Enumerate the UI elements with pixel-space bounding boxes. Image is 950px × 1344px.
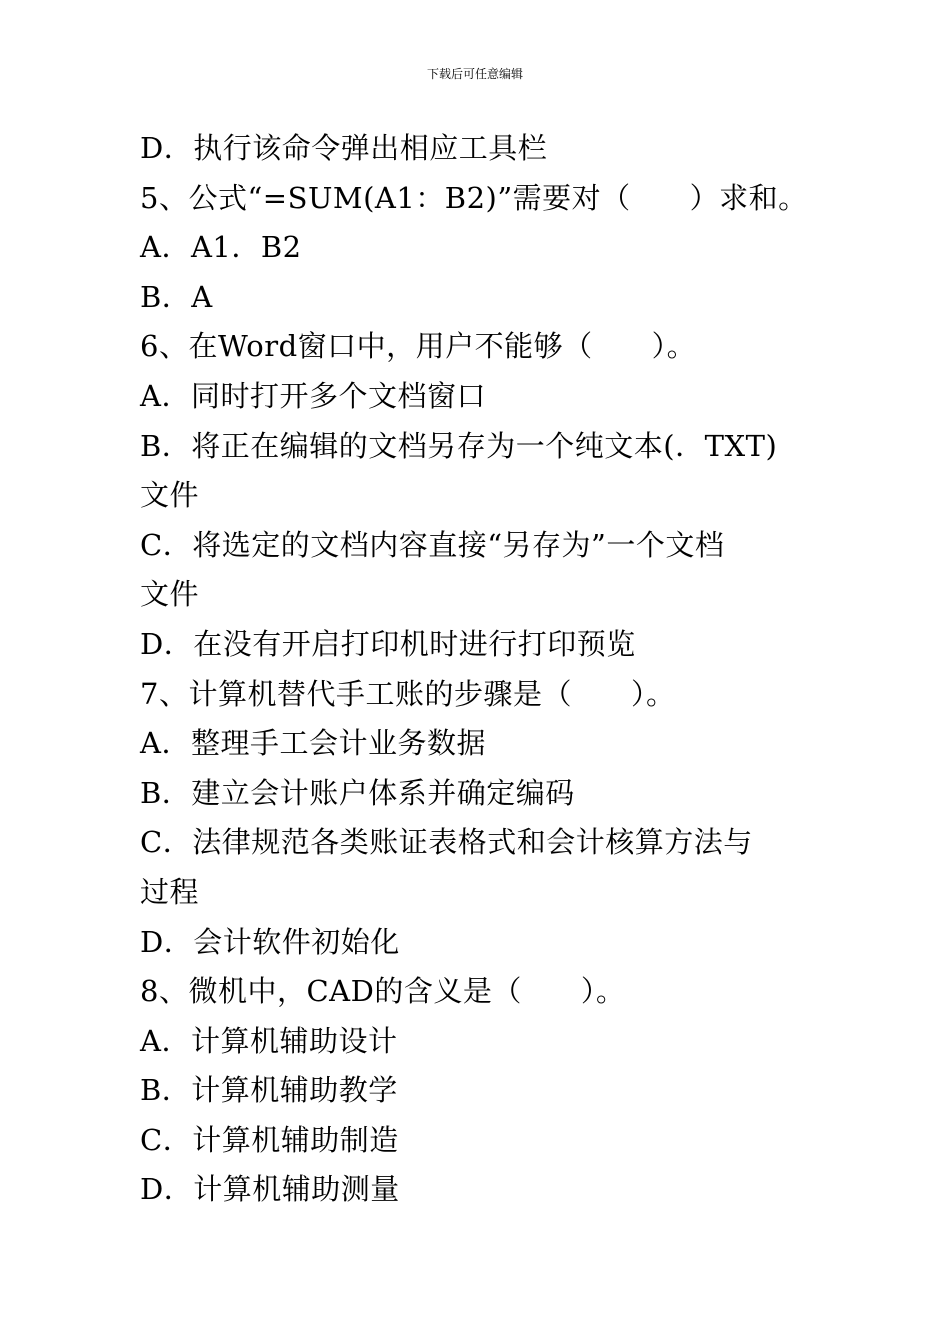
question-8: 8、微机中，CAD的含义是（ ）。 bbox=[140, 974, 626, 1009]
question-5: 5、公式“=SUM(A1：B2)”需要对（ ）求和。 bbox=[140, 180, 808, 215]
option-d-q4: D．执行该命令弹出相应工具栏 bbox=[140, 131, 548, 165]
question-content bbox=[140, 124, 820, 1215]
option-a-q8: A．计算机辅助设计 bbox=[140, 1023, 398, 1058]
option-c-q7: C．法律规范各类账证表格式和会计核算方法与 bbox=[140, 825, 753, 860]
option-b-q6: B．将正在编辑的文档另存为一个纯文本(．TXT) bbox=[140, 428, 778, 463]
option-a-q6: A．同时打开多个文档窗口 bbox=[140, 378, 486, 413]
option-b-q6-continued: 文件 bbox=[140, 478, 200, 513]
option-c-q8: C．计算机辅助制造 bbox=[140, 1122, 399, 1157]
question-7: 7、计算机替代手工账的步骤是（ ）。 bbox=[140, 676, 676, 711]
option-a-q5: A．A1．B2 bbox=[140, 230, 302, 265]
option-d-q8: D．计算机辅助测量 bbox=[140, 1172, 400, 1207]
option-a-q7: A．整理手工会计业务数据 bbox=[140, 726, 486, 761]
page-header: 下载后可任意编辑 bbox=[426, 67, 523, 81]
option-b-q7: B．建立会计账户体系并确定编码 bbox=[140, 775, 575, 810]
option-c-q6: C．将选定的文档内容直接“另存为”一个文档 bbox=[140, 527, 725, 562]
option-b-q5: B．A bbox=[140, 279, 213, 314]
option-b-q8: B．计算机辅助教学 bbox=[140, 1073, 398, 1108]
option-d-q7: D．会计软件初始化 bbox=[140, 924, 400, 959]
question-6: 6、在Word窗口中，用户不能够（ ）。 bbox=[140, 329, 697, 364]
option-c-q7-continued: 过程 bbox=[140, 874, 200, 909]
option-c-q6-continued: 文件 bbox=[140, 577, 200, 612]
option-d-q6: D．在没有开启打印机时进行打印预览 bbox=[140, 626, 636, 661]
